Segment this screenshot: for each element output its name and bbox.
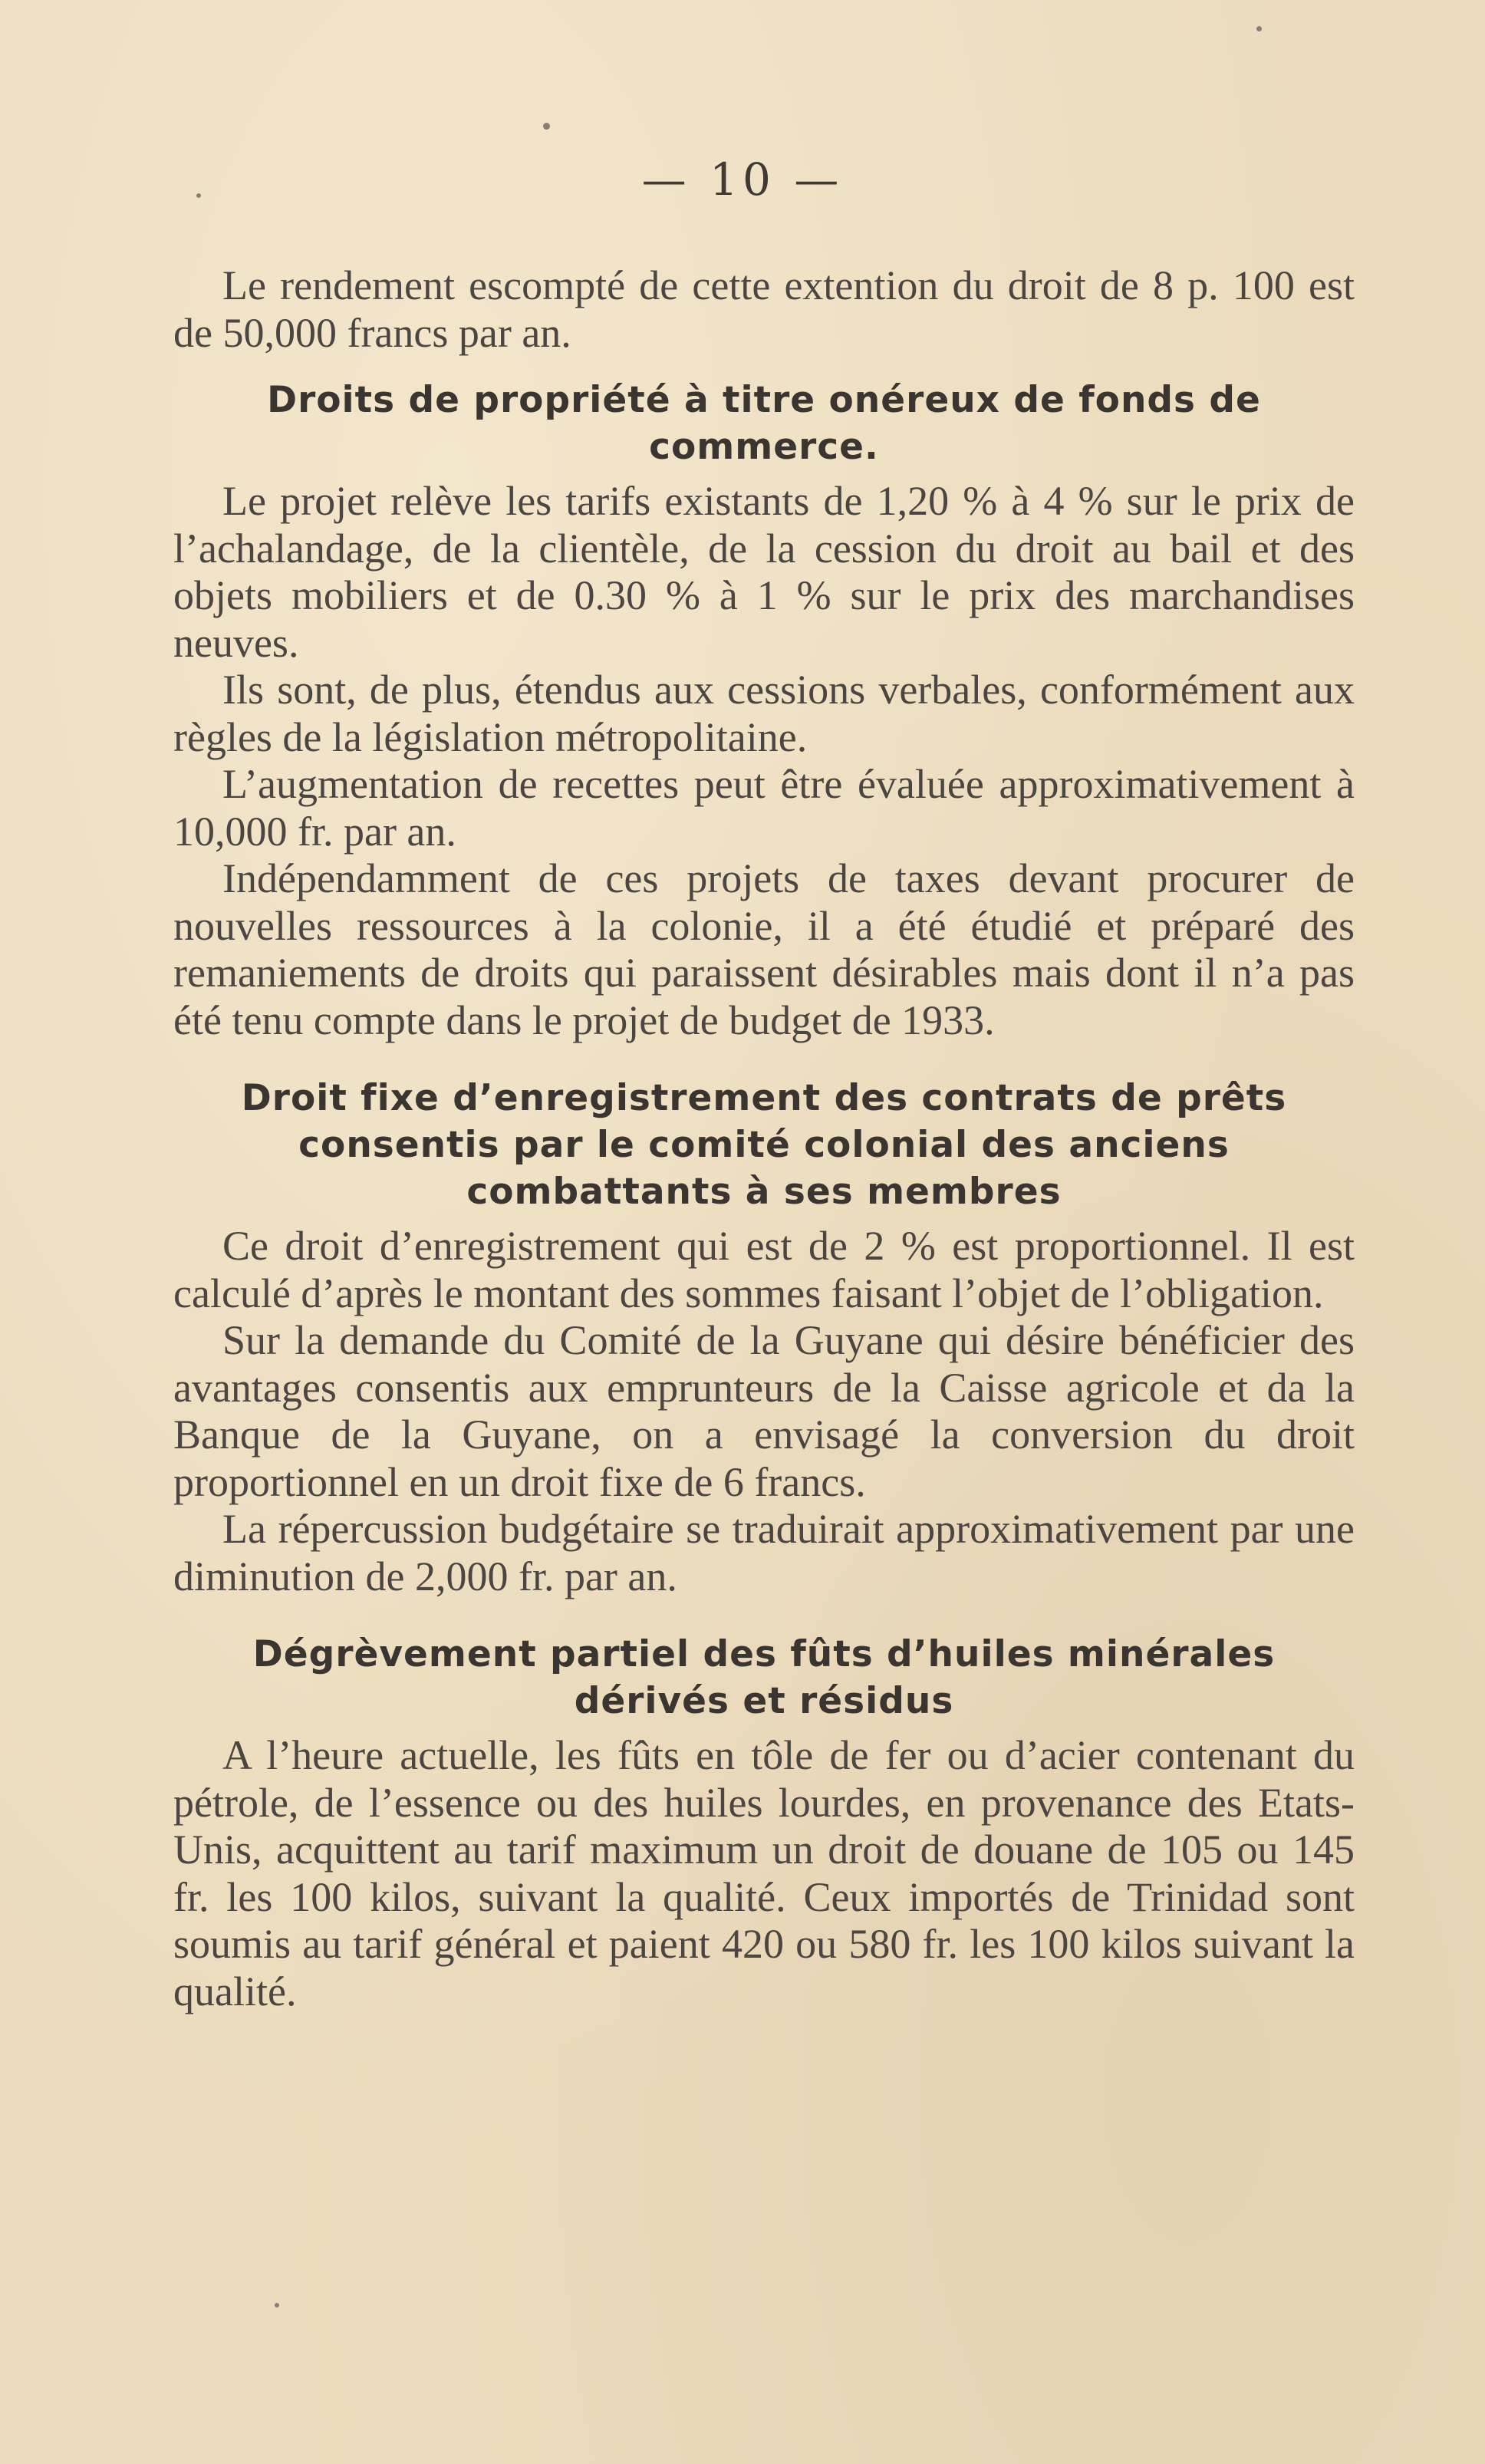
paper-speck	[1256, 26, 1262, 31]
paragraph: Ce droit d’enregistrement qui est de 2 % est proportionnel. Il est calculé d’après le montant des sommes faisant l’objet de l’obligation.	[173, 1223, 1355, 1316]
body-text	[173, 262, 1355, 2015]
paragraph: Indépendamment de ces projets de taxes devant procurer de nouvelles ressources à la colonie, il a été étudié et préparé des remaniements de droits qui paraissent désirables mais dont il n’a pas été tenu compte dans le projet de budget de 1933.	[173, 855, 1355, 1043]
paragraph: Le rendement escompté de cette extention du droit de 8 p. 100 est de 50,000 francs par an.	[173, 262, 1355, 356]
section-heading: Dégrèvement partiel des fûts d’huiles minérales dérivés et résidus	[252, 1633, 1276, 1722]
paragraph: L’augmentation de recettes peut être évaluée approximativement à 10,000 fr. par an.	[173, 761, 1355, 855]
section-heading: Droits de propriété à titre onéreux de fonds de commerce.	[267, 379, 1261, 468]
paragraph: Ils sont, de plus, étendus aux cessions verbales, conformément aux règles de la législation métropolitaine.	[173, 667, 1355, 760]
section-heading: Droit fixe d’enregistrement des contrats de prêts consentis par le comité colonial des anciens combattants à ses membres	[241, 1077, 1287, 1213]
paper-speck	[275, 2303, 279, 2308]
paper-speck	[196, 193, 201, 198]
page-number: — 10 —	[641, 153, 844, 206]
paper-speck	[543, 123, 550, 130]
paragraph: Sur la demande du Comité de la Guyane qui désire bénéficier des avantages consentis aux emprunteurs de la Caisse agricole et da la Banque de la Guyane, on a envisagé la conversion du droit proportionnel en un droit fixe de 6 francs.	[173, 1317, 1355, 1505]
paragraph: La répercussion budgétaire se traduirait approximativement par une diminution de 2,000 fr. par an.	[173, 1506, 1355, 1599]
paragraph: A l’heure actuelle, les fûts en tôle de fer ou d’acier contenant du pétrole, de l’essence ou des huiles lourdes, en provenance des Etats-Unis, acquittent au tarif maximum un droit de douane de 105 ou 145 fr. les 100 kilos, suivant la qualité. Ceux importés de Trinidad sont soumis au tarif général et paient 420 ou 580 fr. les 100 kilos suivant la qualité.	[173, 1732, 1355, 2014]
paragraph: Le projet relève les tarifs existants de 1,20 % à 4 % sur le prix de l’achalandage, de la clientèle, de la cession du droit au bail et des objets mobiliers et de 0.30 % à 1 % sur le prix des marchandises neuves.	[173, 478, 1355, 666]
